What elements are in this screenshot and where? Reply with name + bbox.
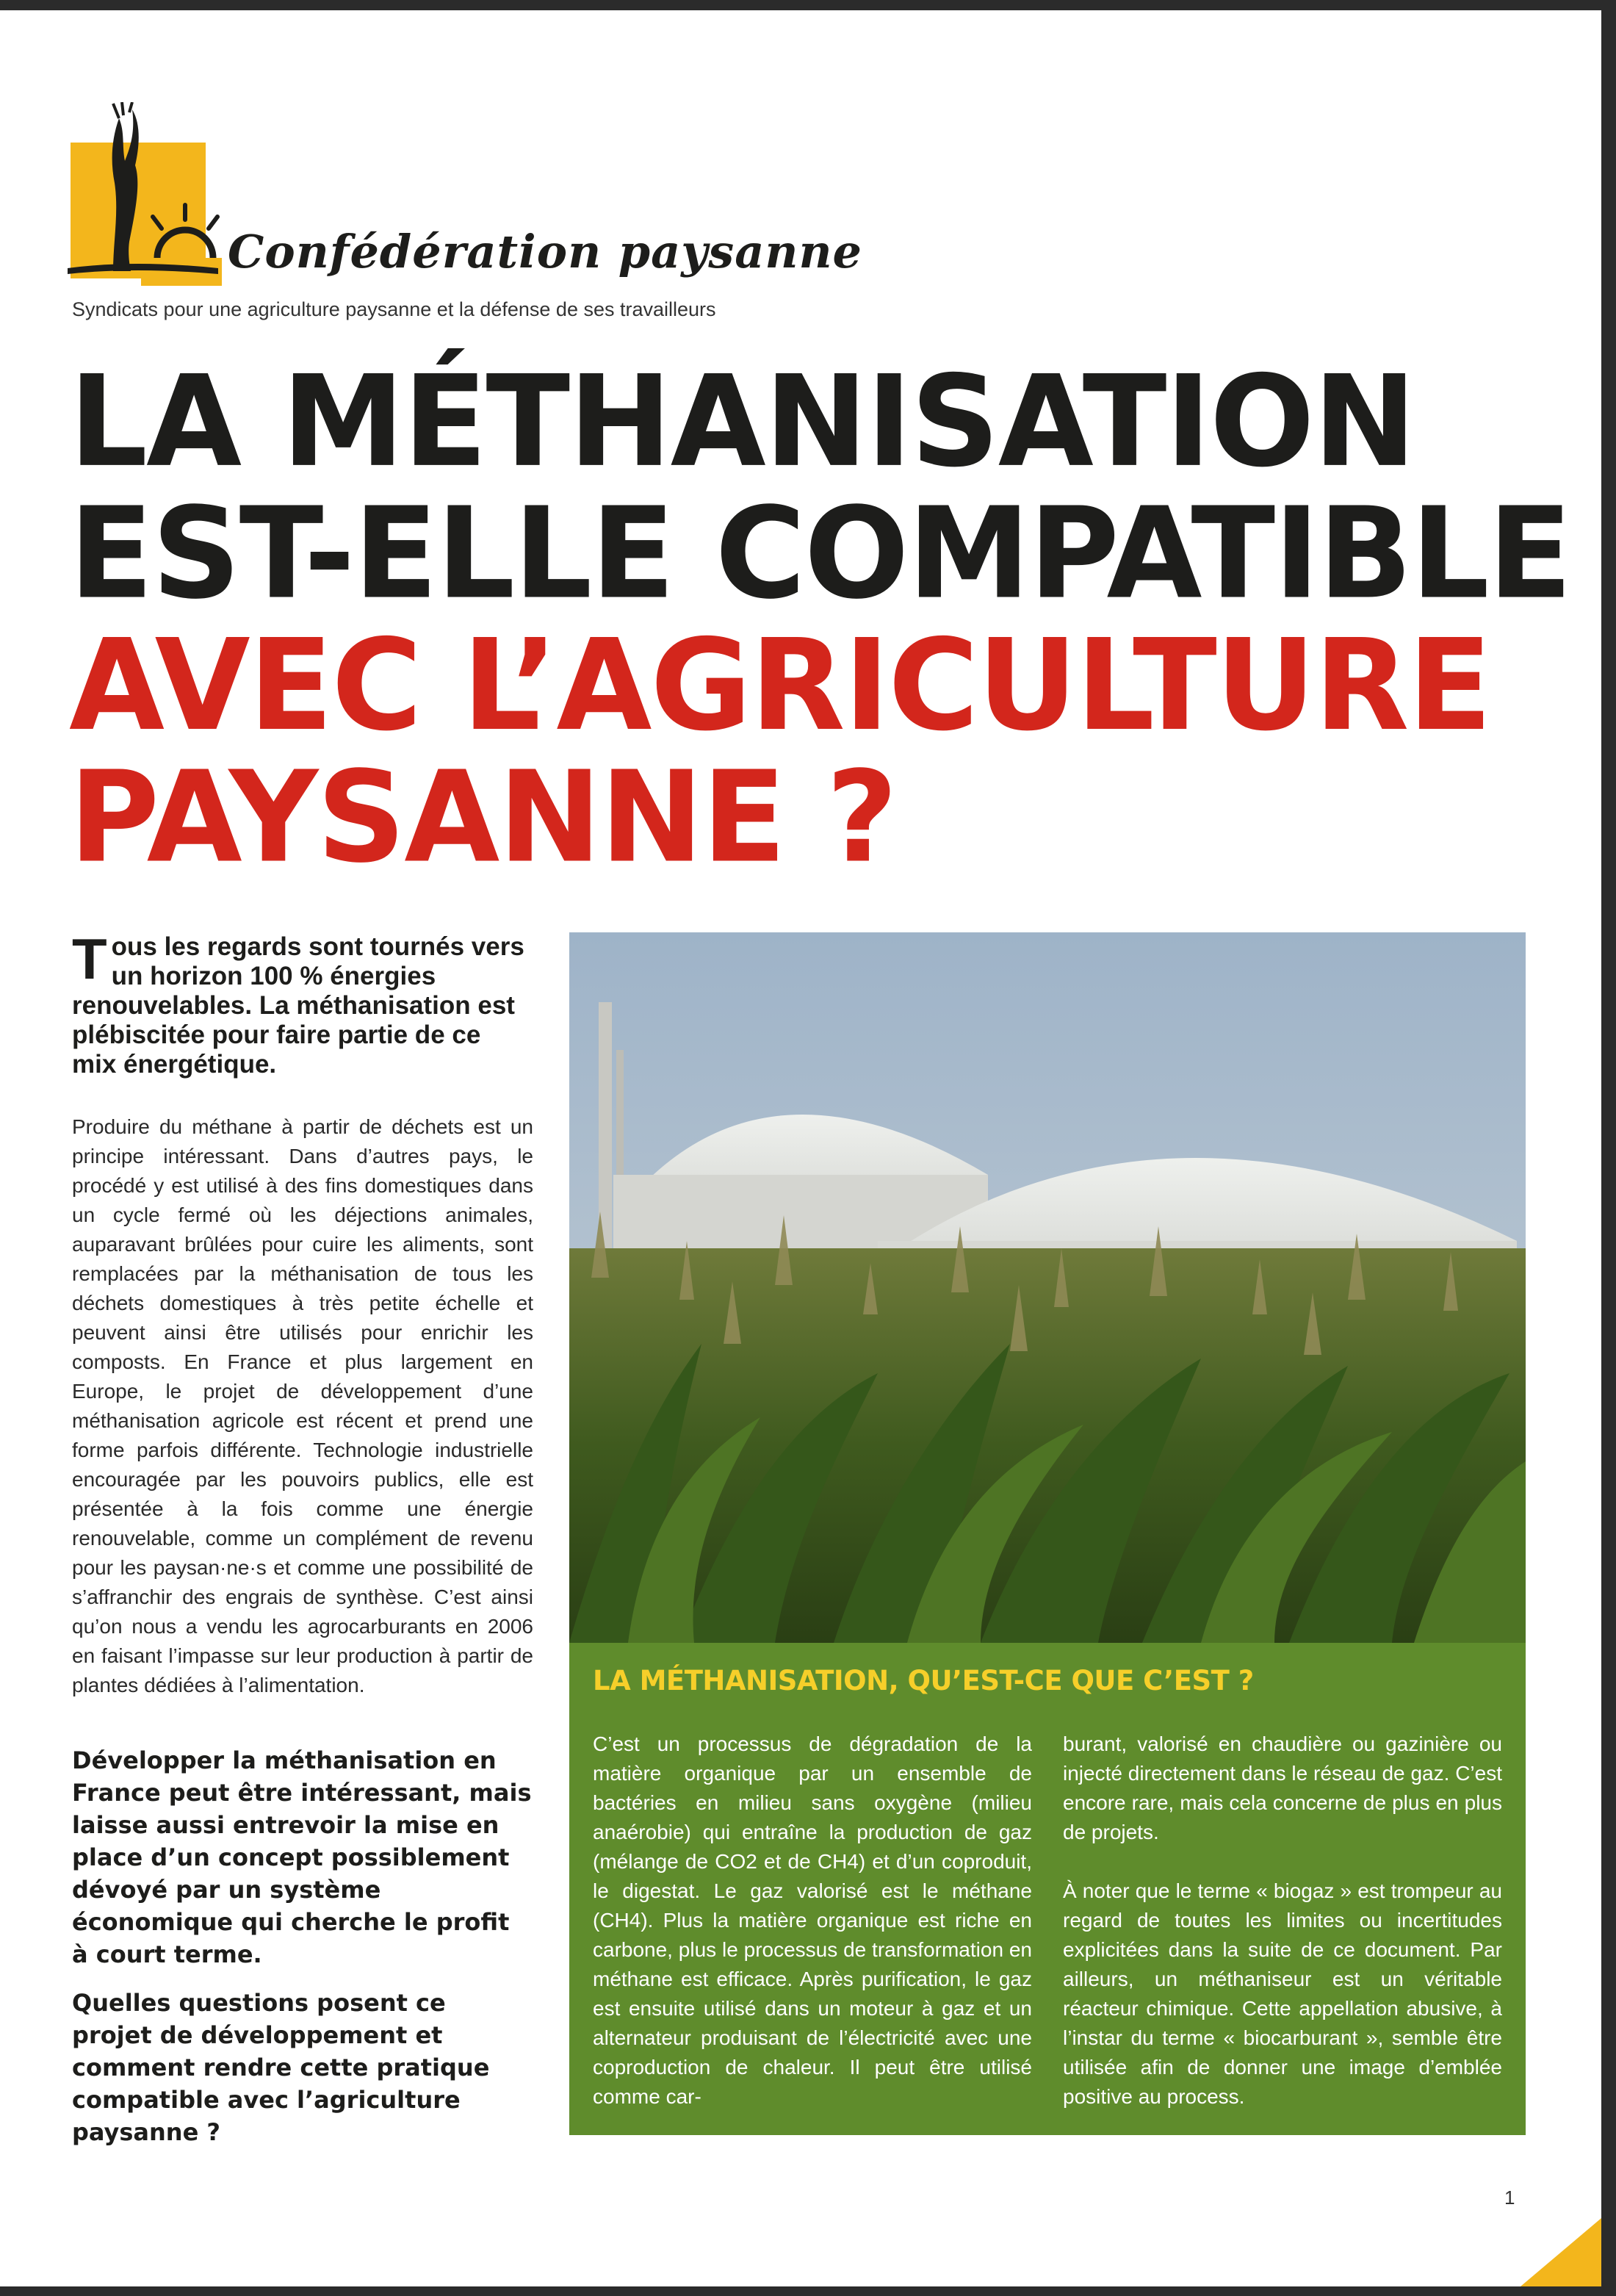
headline-line-2: EST-ELLE COMPATIBLE: [69, 480, 1571, 627]
lede-text: ous les regards sont tournés vers un horizon 100 % énergies renouvelables. La méthanisation est plébiscitée pour faire partie de ce mix énergétique.: [72, 932, 524, 1079]
methanization-plant-photo: [569, 932, 1526, 1643]
headline-line-4: PAYSANNE ?: [69, 744, 897, 891]
sidebar-column-1: [593, 1730, 1032, 2141]
body-text: Produire du méthane à partir de déchets est un principe intéressant. Dans d’autres pays, le procédé y est utilisé à des fins domestiques dans un cycle fermé où les déjections animales, auparavant brûlées pour cuire les aliments, sont remplacées par la méthanisation de tous les déchets domestiques à très petite échelle et peuvent ainsi être utilisés pour enrichir les composts. En France et plus largement en Europe, le projet de développement d’une méthanisation agricole est récent et prend une forme parfois différente. Technologie industrielle encouragée par les pouvoirs publics, elle est présentée à la fois comme une énergie renouvelable, comme un complément de revenu pour les paysan·ne·s et comme une possibilité de s’affranchir des engrais de synthèse. C’est ainsi qu’on nous a vendu les agrocarburants en 2006 en faisant l’impasse sur leur production à partir de plantes dédiées à l’alimentation.: [72, 1115, 533, 1696]
pull-quote-1: Développer la méthanisation en France peut être intéressant, mais laisse aussi entrevoir la mise en place d’un concept possiblement dévoyé par un système économique qui cherche le profit à court terme.: [72, 1746, 532, 1968]
sidebar-paragraph-3: À noter que le terme « biogaz » est trompeur au regard de toutes les limites ou incertitudes explicitées dans la suite de ce document. Par ailleurs, un méthaniseur est un véritable réacteur chimique. Cette appellation abusive, à l’instar du terme « biocarburant », semble être utilisée afin de donner une image d’emblée positive au process.: [1063, 1879, 1502, 2108]
sidebar-paragraph-2: burant, valorisé en chaudière ou gazinière ou injecté directement dans le réseau de gaz. C’est encore rare, mais cela concerne de plus en plus de projets.: [1063, 1732, 1502, 1843]
corner-decoration: [1521, 2218, 1601, 2286]
brand-tagline: Syndicats pour une agriculture paysanne et la défense de ses travailleurs: [72, 298, 716, 320]
headline-line-1: LA MÉTHANISATION: [69, 348, 1415, 495]
confederation-paysanne-logo: [68, 102, 222, 286]
sidebar-column-2: [1063, 1730, 1502, 2141]
drop-cap: T: [72, 926, 107, 991]
lede-paragraph: [72, 926, 527, 1079]
sidebar-paragraph-1: C’est un processus de dégradation de la matière organique par un ensemble de bactéries en milieu sans oxygène (milieu anaérobie) qui entraîne la production de gaz (mélange de CO2 et de CH4) et d’un coproduit, le digestat. Le gaz valorisé est le méthane (CH4). Plus la matière organique est riche en carbone, plus le processus de transformation en méthane est efficace. Après purification, le gaz est ensuite utilisé dans un moteur à gaz et un alternateur produisant de l’électricité avec une coproduction de chaleur. Il peut être utilisé comme car-: [593, 1732, 1032, 2108]
sidebar-box: [569, 1643, 1526, 2135]
brand-name: Confédération paysanne: [228, 225, 862, 278]
headline-line-3: AVEC L’AGRICULTURE: [69, 611, 1491, 759]
page-number: 1: [1504, 2187, 1515, 2209]
document-page: [0, 10, 1601, 2286]
pull-quote-2: Quelles questions posent ce projet de développement et comment rendre cette pratique compatible avec l’agriculture paysanne ?: [72, 1989, 490, 2146]
sidebar-title: LA MÉTHANISATION, QU’EST-CE QUE C’EST ?: [593, 1665, 1254, 1696]
headline: [69, 348, 1571, 891]
